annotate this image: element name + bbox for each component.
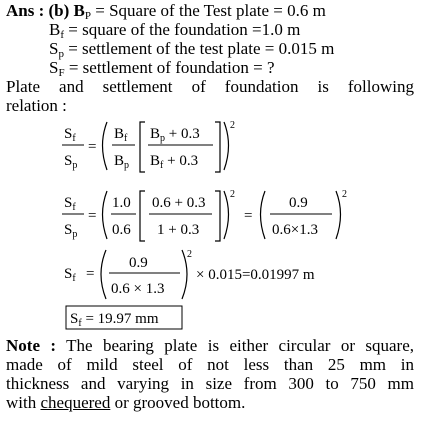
- equation-1: [62, 120, 235, 172]
- answer-line-bf: $B_f$ = square of the foundation =1.0 m: [49, 20, 301, 41]
- svg-text:1 + 0.3: 1 + 0.3: [157, 222, 200, 238]
- note-line-2: made of mild steel of not less than 25 mm in: [6, 355, 414, 374]
- svg-text:=: =: [244, 208, 253, 224]
- svg-text:Sf: $S_f$: [64, 266, 76, 284]
- answer-line-sf: $S_F$ = settlement of foundation = ?: [49, 58, 275, 79]
- svg-text:Sf: $S_f$: [64, 195, 76, 213]
- svg-text:0.9: 0.9: [289, 195, 308, 211]
- svg-text:0.6 + 0.3: 0.6 + 0.3: [152, 195, 206, 211]
- svg-text:Bf + 0.3: $B_f + 0.3$: [150, 153, 199, 171]
- equation-2: [62, 189, 347, 241]
- svg-text:Bp + 0.3: $B_p + 0.3$: [150, 126, 200, 144]
- relation-line-2: relation :: [6, 96, 67, 115]
- svg-text:=: =: [88, 139, 97, 155]
- result-box: [66, 306, 182, 329]
- svg-text:2: 2: [230, 120, 235, 131]
- svg-text:Bf: $B_f$: [114, 126, 128, 144]
- svg-text:Sp: $S_p$: [64, 222, 78, 240]
- svg-text:Sp: $S_p$: [64, 153, 78, 171]
- svg-text:Sf: $S_f$: [64, 126, 76, 144]
- svg-text:0.9: 0.9: [129, 255, 148, 271]
- note-line-4: with chequered or grooved bottom.: [6, 393, 246, 412]
- svg-text:=: =: [88, 208, 97, 224]
- svg-text:2: 2: [342, 189, 347, 200]
- answer-line-sp: $S_p$ = settlement of the test plate = 0.015 m: [49, 39, 335, 60]
- svg-text:Sf = 19.97 mm: $S_f = 19.97$ mm: [70, 311, 159, 329]
- note-line-1: Note : The bearing plate is either circular or square,: [6, 336, 414, 355]
- svg-text:1.0: 1.0: [112, 195, 131, 211]
- answer-line-bp: Ans : (b) $B_P$ = Square of the Test plate = 0.6 m: [6, 1, 326, 22]
- chequered-word: chequered: [40, 393, 111, 412]
- svg-text:=: =: [86, 266, 95, 282]
- relation-line-1: Plate and settlement of foundation is following: [6, 77, 414, 96]
- svg-text:0.6: 0.6: [112, 222, 131, 238]
- svg-text:0.6×1.3: 0.6×1.3: [272, 222, 318, 238]
- svg-text:2: 2: [230, 189, 235, 200]
- note-label: Note :: [6, 336, 57, 355]
- equation-3: [64, 249, 315, 299]
- svg-text:0.6 × 1.3: 0.6 × 1.3: [111, 281, 165, 297]
- answer-prefix: Ans : (b): [6, 1, 70, 20]
- svg-text:× 0.015=0.01997 m: × 0.015=0.01997 m: [196, 267, 315, 283]
- svg-text:2: 2: [187, 249, 192, 260]
- note-line-3: thickness and varying in size from 300 to 750 mm: [6, 374, 414, 393]
- svg-text:Bp: $B_p$: [114, 153, 130, 171]
